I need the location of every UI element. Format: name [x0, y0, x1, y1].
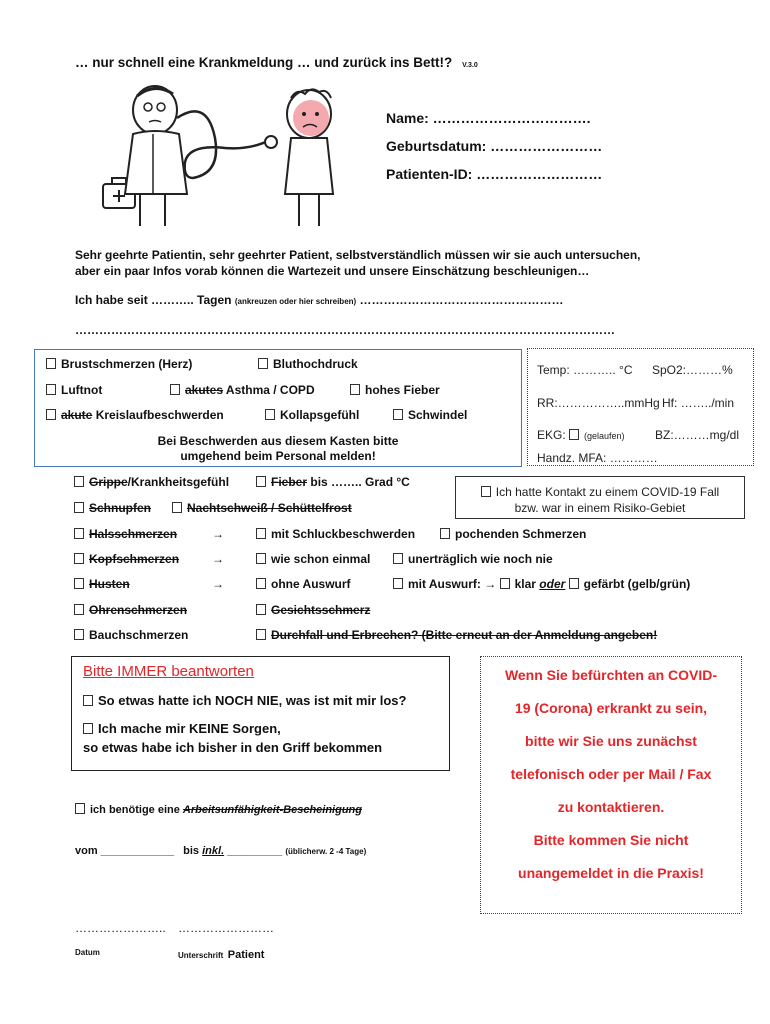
checkbox[interactable] — [74, 604, 84, 615]
mfa-field[interactable]: Handz. MFA: ………… — [537, 451, 658, 465]
checkbox[interactable] — [74, 629, 84, 640]
checkbox[interactable] — [256, 629, 266, 640]
checkbox[interactable] — [172, 502, 182, 513]
checkbox[interactable] — [74, 553, 84, 564]
check-wie-schon-einmal[interactable]: wie schon einmal — [256, 552, 370, 566]
checkbox[interactable] — [75, 803, 85, 814]
checkbox[interactable] — [256, 553, 266, 564]
checkbox[interactable] — [569, 578, 579, 589]
check-schwindel[interactable]: Schwindel — [393, 408, 467, 422]
check-hohes-fieber[interactable]: hohes Fieber — [350, 383, 440, 397]
days-since-line[interactable]: Ich habe seit ……….. Tagen (ankreuzen oder hier schreiben) …………………………………………… — [75, 293, 564, 307]
covid-contact-line-1[interactable]: Ich hatte Kontakt zu einem COVID-19 Fall — [455, 485, 745, 499]
check-halsschmerzen[interactable]: Halsschmerzen — [74, 527, 177, 541]
date-label: Datum — [75, 948, 100, 957]
checkbox[interactable] — [258, 358, 268, 369]
checkbox[interactable] — [74, 502, 84, 513]
rr-field[interactable]: RR:……………..mmHg — [537, 396, 660, 410]
checkbox[interactable] — [256, 604, 266, 615]
checkbox[interactable] — [350, 384, 360, 395]
checkbox[interactable] — [74, 476, 84, 487]
page-title: … nur schnell eine Krankmeldung … und zurück ins Bett!? V.3.0 — [75, 55, 478, 70]
checkbox[interactable] — [500, 578, 510, 589]
check-brustschmerzen[interactable]: Brustschmerzen (Herz) — [46, 357, 192, 371]
check-ohrenschmerzen[interactable]: Ohrenschmerzen — [74, 603, 187, 617]
arrow-icon: → — [484, 577, 497, 591]
urgent-note-2: umgehend beim Personal melden! — [180, 449, 376, 463]
check-grippe[interactable]: Grippe/Krankheitsgefühl — [74, 475, 229, 489]
ekg-field[interactable]: EKG: (gelaufen) — [537, 428, 625, 442]
signature-dots[interactable]: …………………… — [178, 921, 274, 935]
option-keine-sorgen[interactable]: Ich mache mir KEINE Sorgen, — [83, 721, 281, 736]
spo2-field[interactable]: SpO2:………% — [652, 363, 733, 377]
checkbox[interactable] — [393, 578, 403, 589]
patient-name-field[interactable]: Name: ……………………………. — [386, 110, 591, 126]
checkbox[interactable] — [83, 723, 93, 734]
temp-field[interactable]: Temp: ……….. °C — [537, 363, 633, 377]
check-ohne-auswurf[interactable]: ohne Auswurf — [256, 577, 351, 591]
check-luftnot[interactable]: Luftnot — [46, 383, 102, 397]
check-mit-auswurf[interactable]: mit Auswurf: → klar oder gefärbt (gelb/grün) — [393, 577, 690, 591]
check-au-bescheinigung[interactable]: ich benötige eine Arbeitsunfähigkeit-Bescheinigung — [75, 803, 362, 816]
signature-label: Unterschrift Patient — [178, 949, 265, 961]
doctor-patient-illustration — [95, 82, 355, 232]
covid-notice-line-1: Wenn Sie befürchten an COVID- — [504, 667, 718, 683]
option-keine-sorgen-line-2: so etwas habe ich bisher in den Griff bekommen — [83, 740, 383, 755]
check-schluckbeschwerden[interactable]: mit Schluckbeschwerden — [256, 527, 415, 541]
check-bluthochdruck[interactable]: Bluthochdruck — [258, 357, 358, 371]
date-dots[interactable]: ………………….. — [75, 921, 166, 935]
arrow-icon: → — [212, 552, 224, 566]
checkbox[interactable] — [170, 384, 180, 395]
always-answer-title: Bitte IMMER beantworten — [83, 663, 254, 680]
check-asthma[interactable]: akutes Asthma / COPD — [170, 383, 315, 397]
checkbox[interactable] — [256, 476, 266, 487]
checkbox[interactable] — [481, 486, 491, 497]
check-gesichtsschmerz[interactable]: Gesichtsschmerz — [256, 603, 370, 617]
checkbox[interactable] — [74, 528, 84, 539]
intro-line-1: Sehr geehrte Patientin, sehr geehrter Patient, selbstverständlich müssen wir sie auch untersuchen, — [75, 248, 641, 262]
checkbox[interactable] — [74, 578, 84, 589]
check-kollaps[interactable]: Kollapsgefühl — [265, 408, 359, 422]
intro-line-2: aber ein paar Infos vorab können die Wartezeit und unsere Einschätzung beschleunigen… — [75, 264, 590, 278]
version-label: V.3.0 — [462, 62, 478, 69]
covid-notice-line-6: Bitte kommen Sie nicht — [533, 832, 689, 848]
check-schnupfen[interactable]: Schnupfen — [74, 501, 151, 515]
arrow-icon: → — [212, 527, 224, 541]
option-noch-nie[interactable]: So etwas hatte ich NOCH NIE, was ist mit mir los? — [83, 693, 406, 708]
check-pochend[interactable]: pochenden Schmerzen — [440, 527, 586, 541]
checkbox[interactable] — [46, 358, 56, 369]
check-kreislauf[interactable]: akute Kreislaufbeschwerden — [46, 408, 224, 422]
check-bauchschmerzen[interactable]: Bauchschmerzen — [74, 628, 188, 642]
covid-notice-line-5: zu kontaktieren. — [557, 799, 665, 815]
checkbox[interactable] — [265, 409, 275, 420]
checkbox[interactable] — [569, 429, 579, 440]
covid-notice-line-7: unangemeldet in die Praxis! — [518, 865, 704, 881]
urgent-note-1: Bei Beschwerden aus diesem Kasten bitte — [157, 434, 399, 448]
bz-field[interactable]: BZ:………mg/dl — [655, 428, 740, 442]
check-fieber[interactable]: Fieber bis …….. Grad °C — [256, 475, 410, 489]
covid-contact-line-2: bzw. war in einem Risiko-Gebiet — [514, 501, 686, 515]
checkbox[interactable] — [46, 409, 56, 420]
check-husten[interactable]: Husten — [74, 577, 130, 591]
checkbox[interactable] — [393, 553, 403, 564]
checkbox[interactable] — [83, 695, 93, 706]
patient-id-field[interactable]: Patienten-ID: ……………………… — [386, 166, 603, 182]
check-unertraeglich[interactable]: unerträglich wie noch nie — [393, 552, 553, 566]
checkbox[interactable] — [46, 384, 56, 395]
checkbox[interactable] — [393, 409, 403, 420]
covid-notice-line-4: telefonisch oder per Mail / Fax — [510, 766, 712, 782]
check-nachtschweiss[interactable]: Nachtschweiß / Schüttelfrost — [172, 501, 352, 515]
free-text-line[interactable]: ……………………………………………………………………………………………………………………… — [75, 323, 615, 337]
au-period-line[interactable]: vom ____________ bis inkl. _________ (üblicherw. 2 -4 Tage) — [75, 845, 367, 857]
covid-notice-line-3: bitte wir Sie uns zunächst — [525, 733, 697, 749]
birthdate-field[interactable]: Geburtsdatum: …………………… — [386, 138, 603, 154]
arrow-icon: → — [212, 577, 224, 591]
check-durchfall[interactable]: Durchfall und Erbrechen? (Bitte erneut an der Anmeldung angeben! — [256, 628, 657, 642]
hf-field[interactable]: Hf: ……../min — [662, 396, 735, 410]
checkbox[interactable] — [256, 528, 266, 539]
covid-notice-line-2: 19 (Corona) erkrankt zu sein, — [514, 700, 708, 716]
checkbox[interactable] — [440, 528, 450, 539]
checkbox[interactable] — [256, 578, 266, 589]
check-kopfschmerzen[interactable]: Kopfschmerzen — [74, 552, 179, 566]
